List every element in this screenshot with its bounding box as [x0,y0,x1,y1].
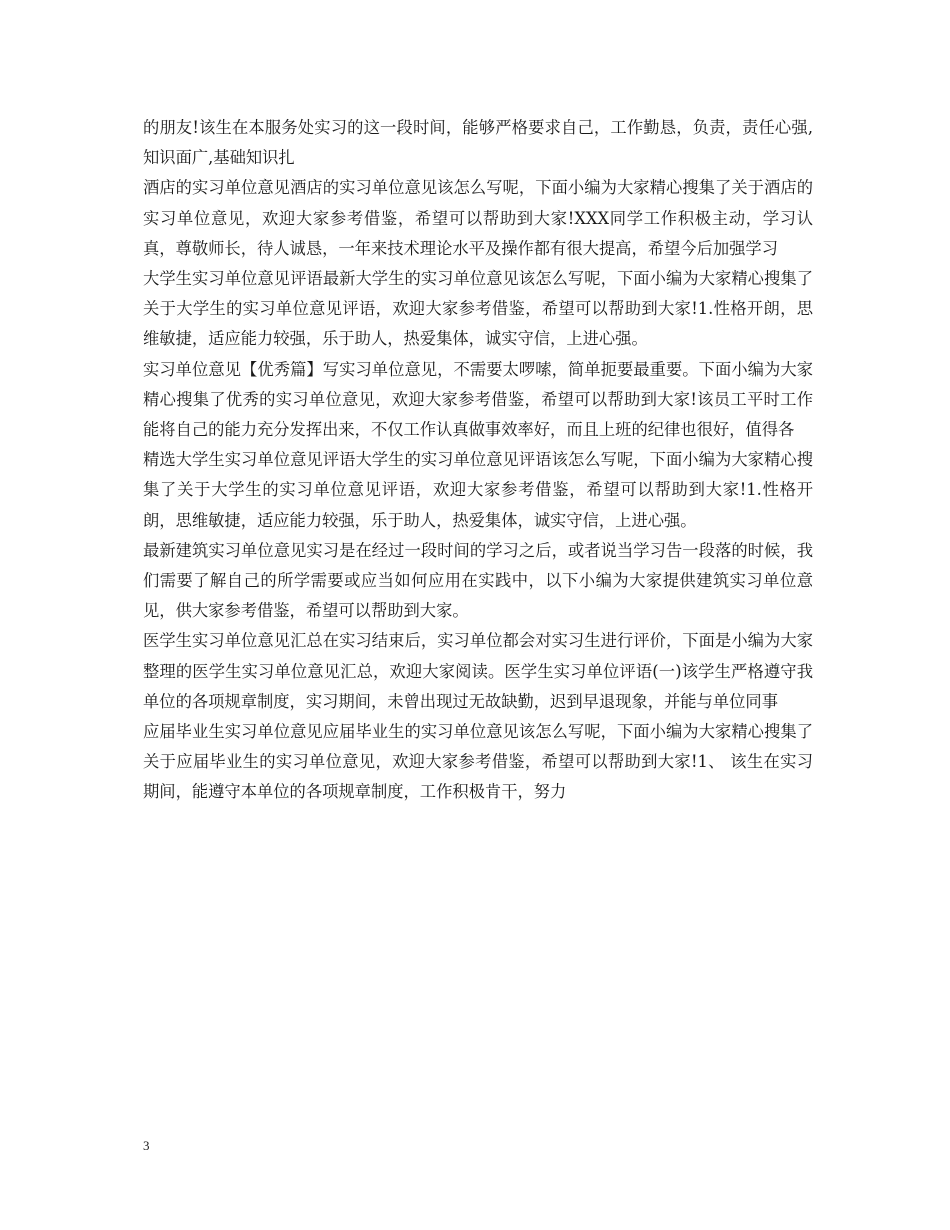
paragraph-4: 实习单位意见【优秀篇】写实习单位意见，不需要太啰嗦，简单扼要最重要。下面小编为大家精心搜集了优秀的实习单位意见，欢迎大家参考借鉴，希望可以帮助到大家!该员工平时工作能将自己的能力充分发挥出来，不仅工作认真做事效率好，而且上班的纪律也很好，值得各 [143,359,813,440]
paragraph-8: 应届毕业生实习单位意见应届毕业生的实习单位意见该怎么写呢，下面小编为大家精心搜集了关于应届毕业生的实习单位意见，欢迎大家参考借鉴，希望可以帮助到大家!1、 该生在实习期间，能遵守本单位的各项规章制度，工作积极肯干，努力 [143,722,813,802]
document-body [143,113,813,808]
paragraph-3: 大学生实习单位意见评语最新大学生的实习单位意见该怎么写呢，下面小编为大家精心搜集了关于大学生的实习单位意见评语，欢迎大家参考借鉴，希望可以帮助到大家!1.性格开朗，思维敏捷，适应能力较强，乐于助人，热爱集体，诚实守信，上进心强。 [143,269,813,349]
paragraph-1: 的朋友!该生在本服务处实习的这一段时间，能够严格要求自己，工作勤恳，负责，责任心强,知识面广,基础知识扎 [143,118,813,168]
paragraph-5: 精选大学生实习单位意见评语大学生的实习单位意见评语该怎么写呢，下面小编为大家精心搜集了关于大学生的实习单位意见评语，欢迎大家参考借鉴，希望可以帮助到大家!1.性格开朗，思维敏捷，适应能力较强，乐于助人，热爱集体，诚实守信，上进心强。 [143,450,813,530]
paragraph-7: 医学生实习单位意见汇总在实习结束后，实习单位都会对实习生进行评价，下面是小编为大家整理的医学生实习单位意见汇总，欢迎大家阅读。医学生实习单位评语(一)该学生严格遵守我单位的各项规章制度，实习期间，未曾出现过无故缺勤，迟到早退现象，并能与单位同事 [143,631,813,711]
page-number: 3 [143,1138,150,1153]
paragraph-2: 酒店的实习单位意见酒店的实习单位意见该怎么写呢，下面小编为大家精心搜集了关于酒店的实习单位意见，欢迎大家参考借鉴，希望可以帮助到大家!XXX同学工作积极主动，学习认真，尊敬师长，待人诚恳，一年来技术理论水平及操作都有很大提高，希望今后加强学习 [143,178,813,258]
paragraph-6: 最新建筑实习单位意见实习是在经过一段时间的学习之后，或者说当学习告一段落的时候，我们需要了解自己的所学需要或应当如何应用在实践中，以下小编为大家提供建筑实习单位意见，供大家参考借鉴，希望可以帮助到大家。 [143,540,813,621]
